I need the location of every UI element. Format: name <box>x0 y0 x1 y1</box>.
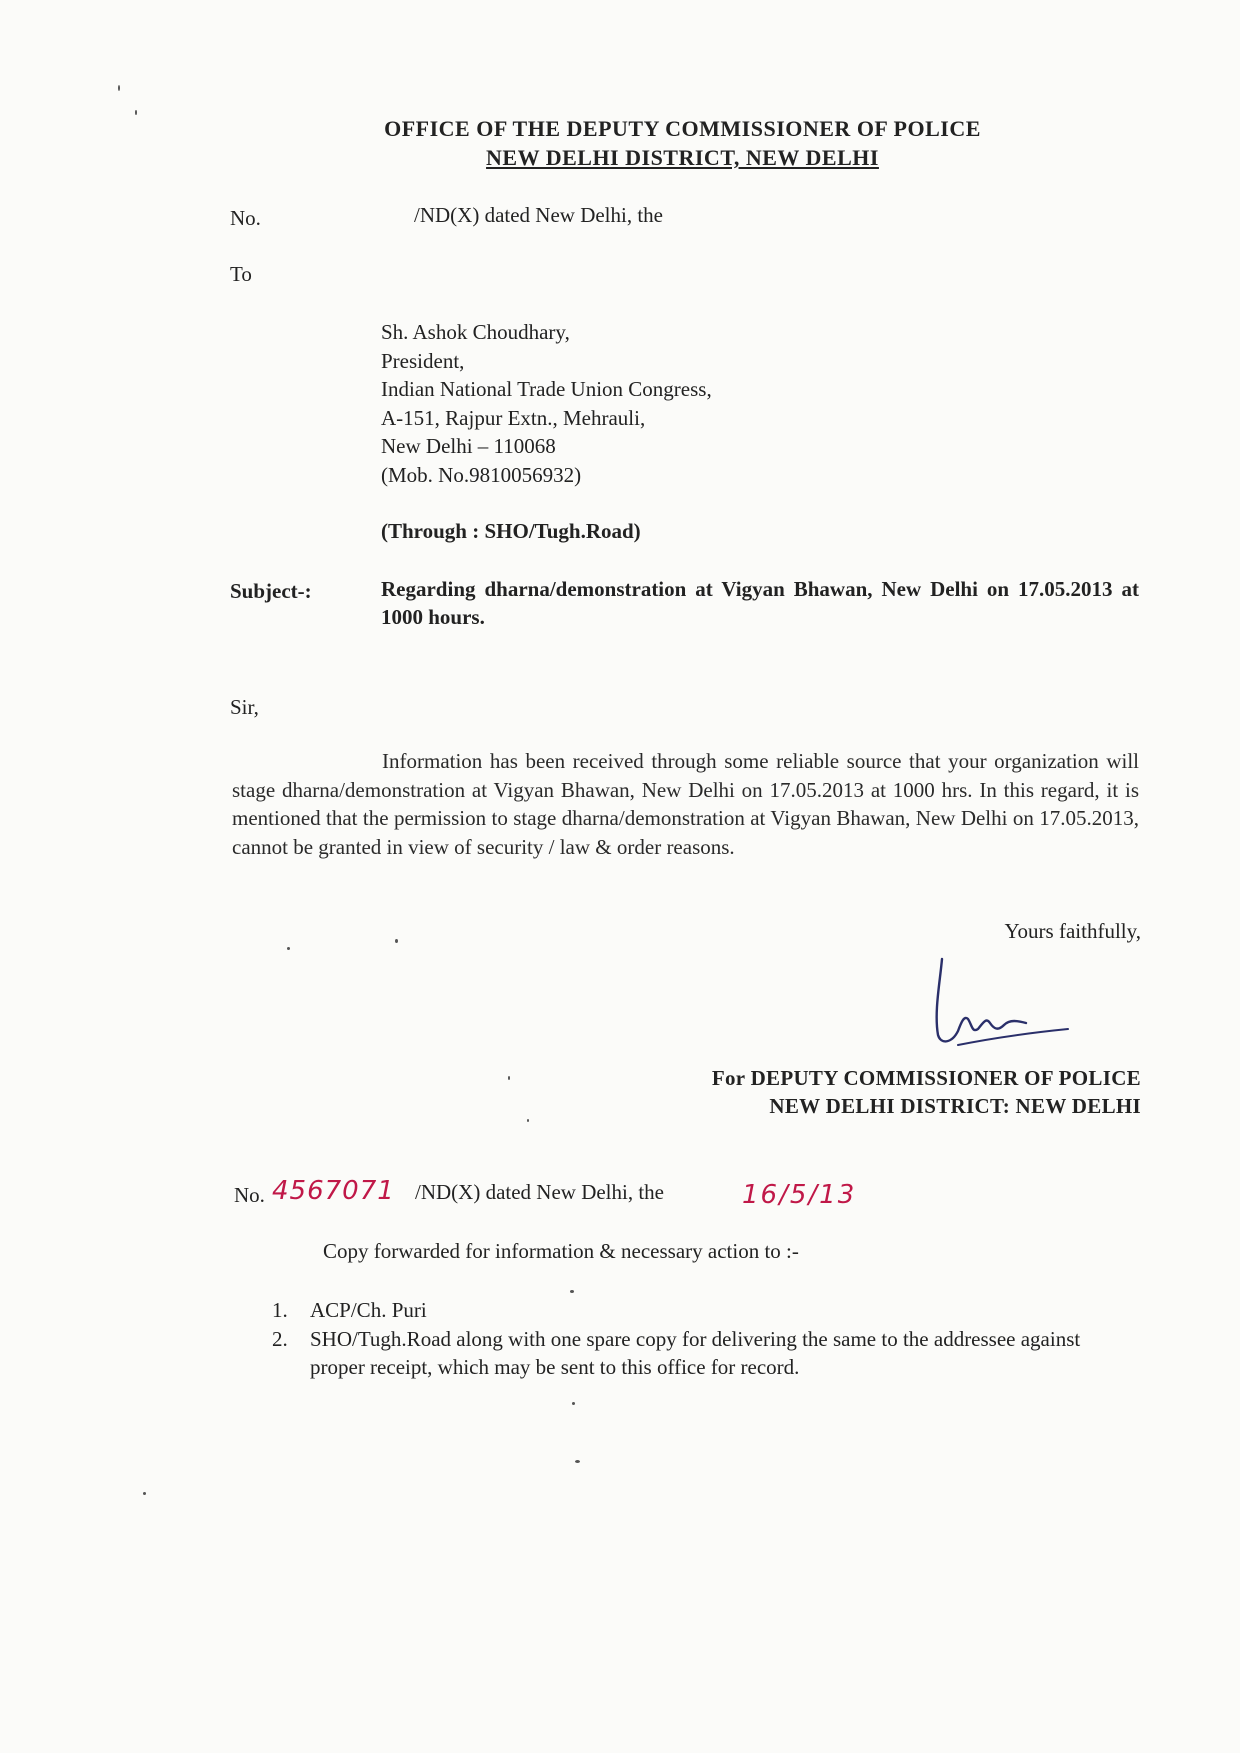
closing-text: Yours faithfully, <box>1004 919 1141 943</box>
through-line: (Through : SHO/Tugh.Road) <box>381 519 641 543</box>
body-paragraph: Information has been received through some reliable source that your organization will stage dharna/demonstration at Vigyan Bhawan, New Delhi on 17.05.2013 at 1000 hrs. In this regard, it is mentioned that the permission to stage dharna/demonstration at Vigyan Bhawan, New Delhi on 17.05.2013, cannot be granted in view of security / law & order reasons. <box>232 749 1139 859</box>
to-label: To <box>230 262 252 286</box>
list-item <box>272 1296 1132 1325</box>
copy-reference-dated-text: /ND(X) dated New Delhi, the <box>415 1180 665 1204</box>
scan-speck <box>395 939 398 943</box>
addressee-block <box>381 318 712 489</box>
addressee-mobile: (Mob. No.9810056932) <box>381 462 582 487</box>
salutation: Sir, <box>230 695 259 719</box>
signature-mark <box>928 957 1078 1057</box>
addressee-designation: President, <box>381 348 465 373</box>
list-item-text: SHO/Tugh.Road along with one spare copy for delivering the same to the addressee against proper receipt, which may be sent to this office for record. <box>310 1326 1081 1379</box>
subject-text: Regarding dharna/demonstration at Vigyan Bhawan, New Delhi on 17.05.2013 at 1000 hours. <box>381 577 1139 629</box>
list-item-number: 2. <box>272 1326 288 1351</box>
reference-number-label: No. <box>230 206 261 230</box>
addressee-name: Sh. Ashok Choudhary, <box>381 320 570 344</box>
scan-speck <box>508 1076 510 1080</box>
office-heading: OFFICE OF THE DEPUTY COMMISSIONER OF POLICE <box>384 116 981 141</box>
copy-forwarded-line: Copy forwarded for information & necessary action to :- <box>323 1239 799 1263</box>
list-item-number: 1. <box>272 1298 288 1322</box>
scan-speck <box>118 85 120 91</box>
copy-reference-label: No. <box>234 1183 265 1207</box>
scan-speck <box>575 1460 580 1463</box>
signatory-title: For DEPUTY COMMISSIONER OF POLICE <box>711 1066 1141 1090</box>
scan-speck <box>143 1492 146 1495</box>
addressee-organization: Indian National Trade Union Congress, <box>381 377 712 401</box>
scan-speck <box>570 1290 574 1293</box>
subject-label: Subject-: <box>230 579 312 603</box>
scan-speck <box>527 1119 529 1122</box>
handwritten-date: 16/5/13 <box>742 1180 857 1210</box>
copy-recipient-list <box>272 1296 1132 1382</box>
list-item <box>272 1325 1132 1382</box>
addressee-city: New Delhi – 110068 <box>381 434 556 458</box>
scan-speck <box>572 1402 575 1405</box>
reference-dated-text: /ND(X) dated New Delhi, the <box>414 203 664 227</box>
handwritten-reference-number: 4567071 <box>272 1176 395 1206</box>
scan-speck <box>287 947 290 950</box>
addressee-street: A-151, Rajpur Extn., Mehrauli, <box>381 405 646 430</box>
district-heading: NEW DELHI DISTRICT, NEW DELHI <box>486 145 879 170</box>
signatory-district: NEW DELHI DISTRICT: NEW DELHI <box>769 1094 1141 1118</box>
scan-speck <box>135 110 137 115</box>
list-item-text: ACP/Ch. Puri <box>310 1298 427 1322</box>
